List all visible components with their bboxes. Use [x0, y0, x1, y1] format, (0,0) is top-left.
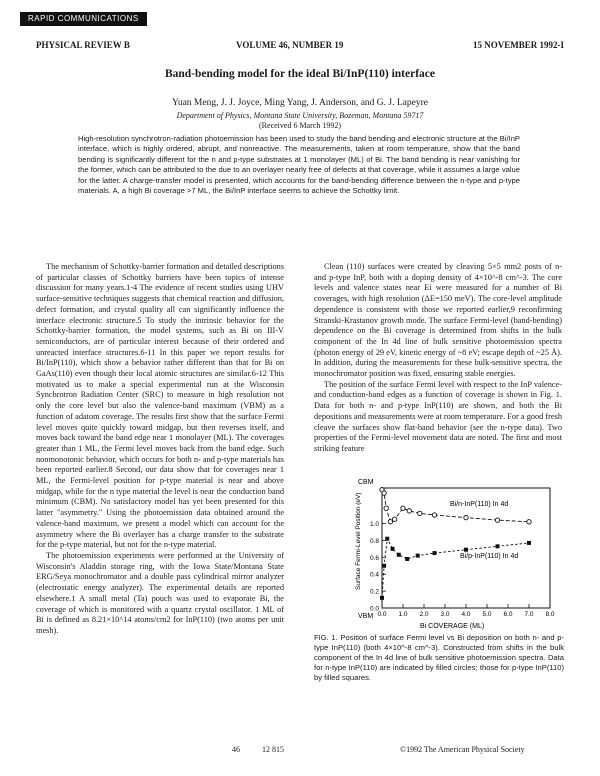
figure-caption: FIG. 1. Position of surface Fermi level vs Bi deposition on both n- and p-type InP(110) (both 4×10^-8 cm^-3). Constructed from shifts in the bulk component of the In 4d line of bulk sensitive photoemission spectra. Data for n-type InP(110) are indicated by filled circles; those for p-type InP(110) by filled squares. [314, 633, 564, 682]
series-label-n: Bi/n-InP(110) In 4d [450, 501, 509, 508]
running-head [36, 40, 564, 52]
paper-title: Band-bending model for the ideal Bi/InP(110) interface [164, 68, 436, 80]
y-tick-label: 0.8 [369, 537, 379, 545]
data-point-p [416, 554, 420, 558]
footer-copyright: ©1992 The American Physical Society [400, 745, 525, 754]
data-point-n [382, 491, 386, 495]
journal-name: PHYSICAL REVIEW B [36, 40, 130, 50]
vbm-label: VBM [358, 613, 374, 620]
x-tick-label: 3.0 [440, 611, 450, 618]
y-tick-label: 1.0 [369, 520, 379, 528]
data-point-n [401, 506, 405, 510]
series-line [382, 539, 529, 598]
y-tick-label: 0.2 [369, 588, 379, 596]
cbm-label: CBM [358, 479, 374, 486]
section-banner: RAPID COMMUNICATIONS [20, 12, 147, 26]
paragraph: The position of the surface Fermi level with respect to the InP valence- and conduction-band edges as a function of coverage is shown in Fig. 1. Data for both n- and p-type InP(110) are shown, and both the Bi depositions and measurements were at room temperature. For a good fresh cleave the surfaces show flat-band behavior (see the n-type data). Two properties of the Fermi-level movement data are noted. The first and most striking feature [314, 379, 562, 453]
data-point-p [397, 553, 401, 557]
paragraph: The photoemission experiments were performed at the University of Wisconsin's Aladdin storage ring, with the Iowa State/Montana State ERG/Seya monochromator and a double pass cylindrical mirror analyzer (electrostatic energy analyzer). The experimental details are reported elsewhere.1 A small metal (Ta) pouch was used to evaporate Bi, the coverage of which is monitored with a quartz crystal oscillator. 1 ML of Bi is defined as 8.21×10^14 atoms/cm2 for InP(110) (two atoms per unit mesh). [36, 550, 284, 635]
data-point-n [418, 511, 422, 515]
paragraph: Clean (110) surfaces were created by cleaving 5×5 mm2 posts of n- and p-type InP, both with a doping density of 4×10^-8 cm^-3. The core levels and valence states near Ei were measured for a number of Bi coverages, with high resolution (ΔE=150 meV). The core-level amplitude dependence is consistent with those we reported earlier,9 reconfirming Stranski-Krastanov growth mode. The surface Fermi-level (band-bending) dependence on the Bi coverage is determined from shifts in the bulk component of the In 4d line of bulk sensitive photoemission spectra (photon energy of 29 eV, kinetic energy of ~8 eV; escape depth of ~25 Å). In addition, during the measurements for these bulk-sensitive spectra, the monochromator position was fixed, ensuring stable energies. [314, 262, 562, 379]
footer-page: 12 815 [262, 745, 284, 754]
issue-date: 15 NOVEMBER 1992-I [472, 40, 564, 50]
footer-volume: 46 [232, 745, 240, 754]
x-tick-label: 0.0 [377, 611, 387, 618]
x-axis-label: Bi COVERAGE (ML) [420, 623, 485, 630]
data-point-n [527, 520, 531, 524]
data-point-n [432, 513, 436, 517]
x-tick-label: 5.0 [482, 611, 492, 618]
data-point-n [464, 515, 468, 519]
page-footer [0, 745, 600, 757]
data-point-p [433, 551, 437, 555]
data-point-p [405, 557, 409, 561]
author-list: Yuan Meng, J. J. Joyce, Ming Yang, J. Anderson, and G. J. Lapeyre [172, 98, 428, 108]
data-point-p [496, 544, 500, 548]
x-tick-label: 7.0 [524, 611, 534, 618]
data-point-p [391, 547, 395, 551]
y-axis-label: Surface Fermi-Level Position (eV) [355, 492, 362, 590]
volume-number: VOLUME 46, NUMBER 19 [236, 40, 344, 50]
y-tick-label: 0.0 [369, 605, 379, 613]
paragraph: The mechanism of Schottky-barrier formation and detailed descriptions of particular classes of Schottky barriers have been topics of intense discussion for many years.1-4 The evidence of recent studies using UHV surface-sensitive techniques suggests that chemical reaction and diffusion, defect formation, and crystal quality all can significantly influence the interface electronic structure.5 To study the intrinsic behavior for the Schottky-barrier formation, the model systems, such as Bi on III-V semiconductors, are of particular interest because of their ordered and unreacted interface structures.6-11 In this paper we report results for Bi/InP(110), which show a behavior rather different than that for Bi on GaAs(110) even though their local atomic structures are similar.6-12 This motivated us to make a special experimental run at the Wisconsin Synchrotron Radiation Center (SRC) to measure in high resolution not only the core level but also the valence-band maximum (VBM) as a function of adatom coverage. The results first show that the surface Fermi level moves quite quickly toward midgap, but then reverses itself, and moves back toward the band edge near 1 monolayer (ML). The coverages greater than 1 ML, the Fermi level moves back from the band edge. Such nonmonotonic behavior, which occurs for both n- and p-type materials has been reported earlier.8 Second, our data show that for coverages near 1 ML, the Fermi-level position for p-type material is near and above midgap, while for the n type material the level is near the conduction band minimum (CBM). No satisfactory model has yet been presented for this latter "asymmetry." Using the photoemission data obtained around the valence-band maximum, we present a model which can account for the asymmetry where the Bi overlayer has a charge transfer to the substrate for the p-type material, but not for the n-type material. [36, 262, 284, 550]
right-column [314, 262, 562, 472]
y-tick-label: 0.6 [369, 554, 379, 562]
left-column [36, 262, 284, 732]
received-date: (Received 6 March 1992) [259, 121, 341, 130]
x-tick-label: 2.0 [419, 611, 429, 618]
figure-1 [310, 470, 570, 630]
data-point-p [385, 537, 389, 541]
data-point-n [392, 517, 396, 521]
abstract: High-resolution synchrotron-radiation photoemission has been used to study the band bending and electronic structure at the Bi/InP interface, which is highly ordered, abrupt, and nonreactive. The measurements, taken at room temperature, show that the band bending is significantly different for the n and p-type substrates at 1 monolayer (ML) of Bi. The band bending is near vanishing for the former, which can be attributed to the due to an overlayer nearly free of defects at that coverage, while it assumes a large value for the latter. A charge-transfer model is presented, which accounts for the band-bending difference between the n-type and p-type materials. A, a high Bi coverage >7 ML, the Bi/InP interface seems to achieve the Schottky limit. [78, 134, 520, 196]
data-point-n [388, 520, 392, 524]
data-point-p [382, 564, 386, 568]
y-tick-label: 0.4 [369, 571, 379, 579]
data-point-n [495, 518, 499, 522]
x-tick-label: 8.0 [545, 611, 555, 618]
data-point-p [464, 548, 468, 552]
data-point-n [407, 509, 411, 513]
x-tick-label: 6.0 [503, 611, 513, 618]
data-point-n [384, 506, 388, 510]
affiliation: Department of Physics, Montana State University, Bozeman, Montana 59717 [176, 111, 424, 120]
data-point-p [527, 541, 531, 545]
fermi-level-plot [310, 470, 570, 630]
x-tick-label: 1.0 [398, 611, 408, 618]
data-point-p [380, 596, 384, 600]
x-tick-label: 4.0 [461, 611, 471, 618]
series-label-p: Bi/p-InP(110) In 4d [460, 553, 519, 560]
